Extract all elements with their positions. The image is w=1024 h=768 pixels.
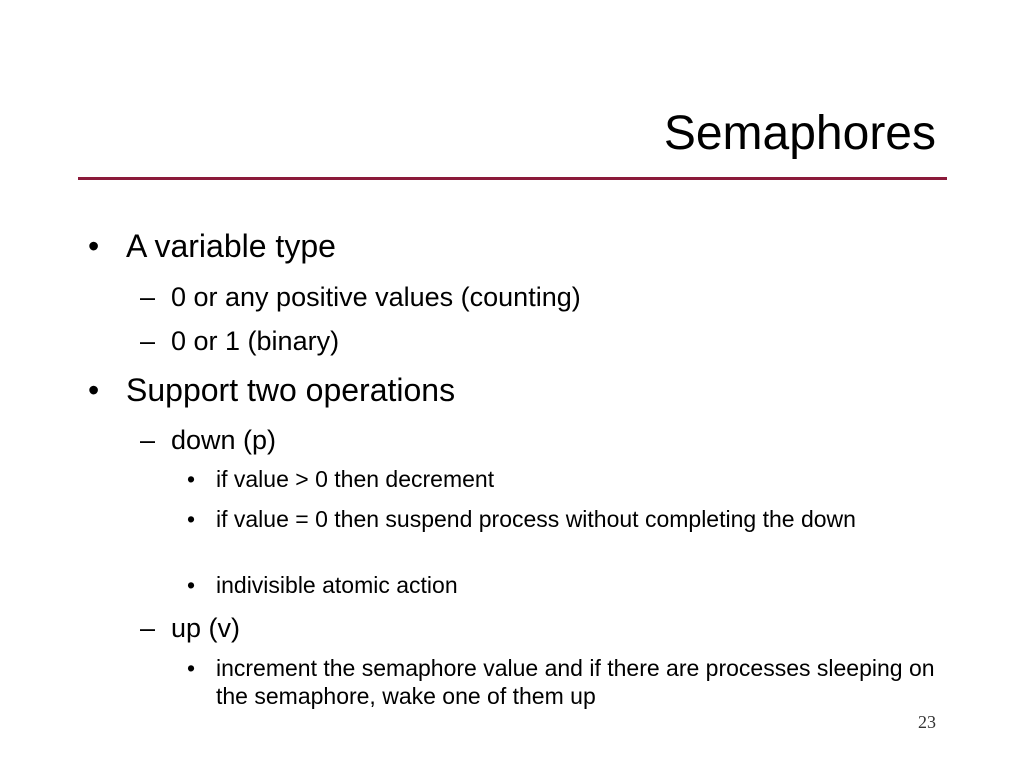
bullet-marker: • bbox=[187, 466, 196, 492]
sub-sub-bullet-item bbox=[187, 465, 946, 493]
sub-sub-bullet-item bbox=[187, 654, 946, 710]
sub-sub-bullet-text: increment the semaphore value and if there are processes sleeping on the semaphore, wake one of them up bbox=[216, 655, 935, 709]
bullet-marker: • bbox=[88, 372, 100, 408]
sub-bullet-item bbox=[140, 612, 240, 644]
sub-bullet-item bbox=[140, 424, 276, 456]
bullet-marker: • bbox=[88, 228, 100, 264]
dash-marker: – bbox=[140, 282, 156, 312]
sub-bullet-text: up (v) bbox=[171, 613, 241, 643]
sub-bullet-text: 0 or 1 (binary) bbox=[171, 326, 340, 356]
dash-marker: – bbox=[140, 326, 156, 356]
dash-marker: – bbox=[140, 425, 156, 455]
sub-sub-bullet-item bbox=[187, 571, 946, 599]
bullet-marker: • bbox=[187, 655, 196, 681]
sub-sub-bullet-text: if value > 0 then decrement bbox=[216, 466, 495, 492]
dash-marker: – bbox=[140, 613, 156, 643]
sub-bullet-item bbox=[140, 325, 339, 357]
sub-sub-bullet-text: if value = 0 then suspend process without completing the down bbox=[216, 506, 856, 532]
page-number: 23 bbox=[918, 712, 936, 732]
sub-sub-bullet-item bbox=[187, 505, 946, 533]
bullet-marker: • bbox=[187, 506, 196, 532]
slide-title: Semaphores bbox=[663, 107, 936, 160]
sub-bullet-item bbox=[140, 281, 581, 313]
bullet-item bbox=[88, 372, 455, 408]
sub-sub-bullet-text: indivisible atomic action bbox=[216, 572, 458, 598]
bullet-item bbox=[88, 228, 336, 264]
bullet-marker: • bbox=[187, 572, 196, 598]
bullet-text: A variable type bbox=[126, 228, 336, 264]
bullet-text: Support two operations bbox=[126, 372, 456, 408]
sub-bullet-text: down (p) bbox=[171, 425, 277, 455]
sub-bullet-text: 0 or any positive values (counting) bbox=[171, 282, 581, 312]
